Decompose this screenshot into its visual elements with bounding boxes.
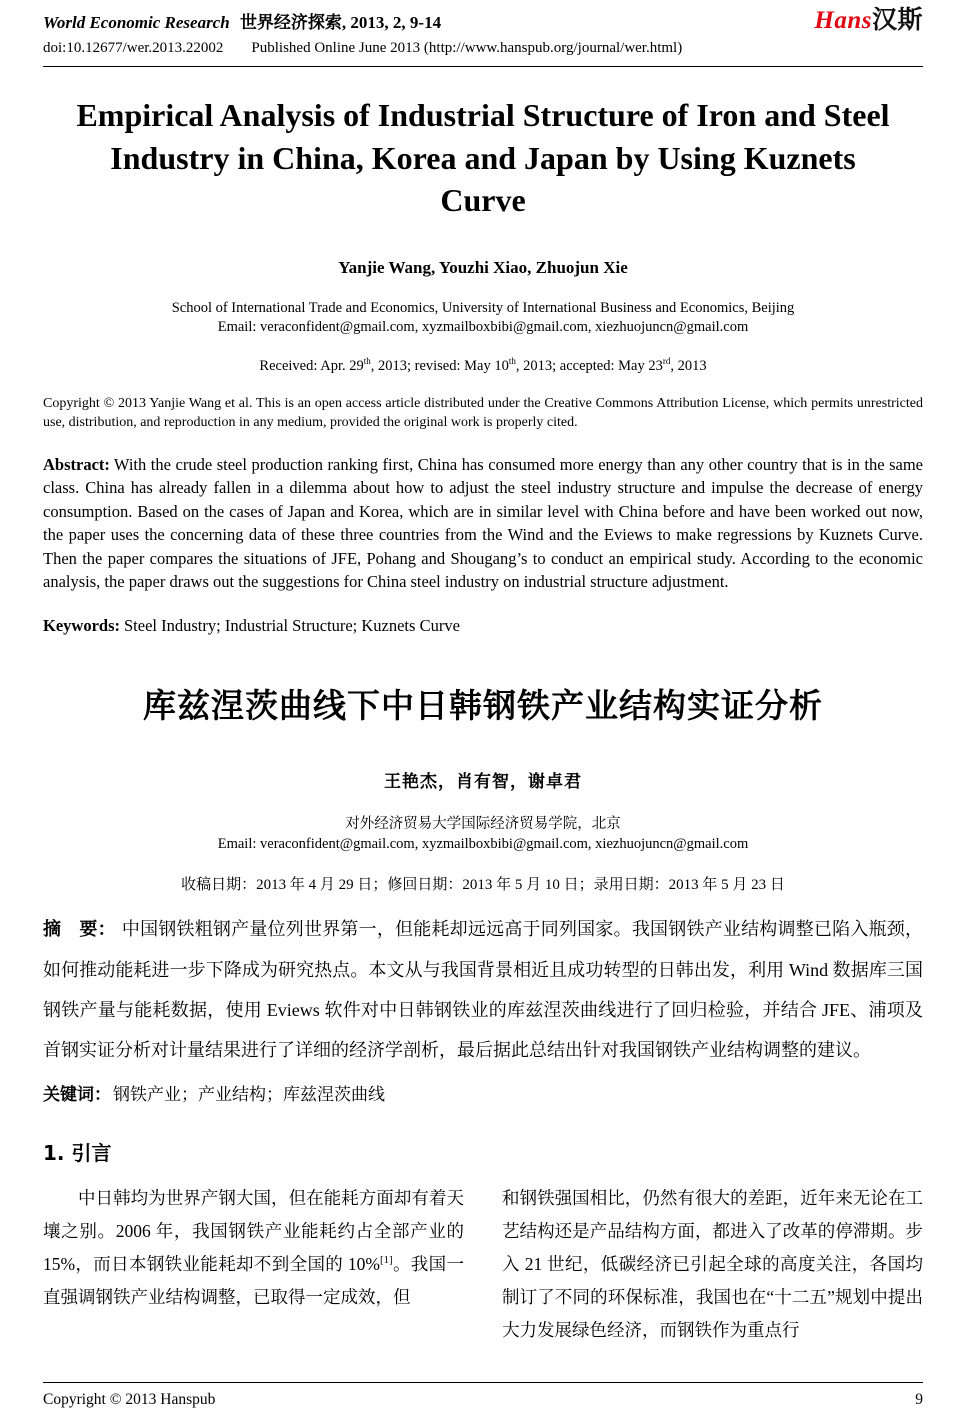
received-text: Received: Apr. 29 [259,357,364,374]
keywords-label-cn: 关键词： [43,1084,111,1105]
hans-logo-cn-text: 汉斯 [871,7,923,34]
hans-publisher-logo [814,8,923,33]
received-sup-2: th [508,355,516,366]
article-title-en: Empirical Analysis of Industrial Structure of Iron and Steel Industry in China, Korea and Japan by Using Kuznets Curve [76,97,890,219]
email-line-cn: Email: veraconfident@gmail.com, xyzmailboxbibi@gmail.com, xiezhuojuncn@gmail.com [217,835,749,852]
affiliation-cn: 对外经济贸易大学国际经济贸易学院，北京 [345,815,621,832]
journal-name-cn: 世界经济探索, 2013, 2, 9-14 [239,13,442,32]
received-text: , 2013 [670,357,707,374]
header-divider [43,66,923,67]
intro-paragraph-right: 和钢铁强国相比，仍然有很大的差距，近年来无论在工艺结构还是产品结构方面，都进入了改革的停滞期。步入 21 世纪，低碳经济已引起全球的高度关注，各国均制订了不同的环保标准，我国也在“十二五”规划中提出大力发展绿色经济，而钢铁作为重点行 [502,1187,923,1340]
authors-en: Yanjie Wang, Youzhi Xiao, Zhuojun Xie [338,257,628,277]
doi-text: doi:10.12677/wer.2013.22002 [43,40,224,56]
intro-text-left-2: 。我国一直强调钢铁产业结构调整，已取得一定成效，但 [43,1253,465,1307]
received-text: , 2013; revised: May 10 [370,357,509,374]
received-sup-3: rd [662,355,671,366]
two-column-body [43,1182,923,1347]
abstract-label: Abstract: [43,454,110,474]
keywords-text: Steel Industry; Industrial Structure; Kuznets Curve [124,615,460,635]
hans-logo-text: Hans [814,7,872,34]
doi-line [43,40,923,57]
page-header [43,8,923,67]
footer-row [43,1383,923,1409]
header-row [43,8,923,33]
intro-paragraph-left [43,1182,464,1314]
keywords-line [43,616,923,636]
footer-copyright: Copyright © 2013 Hanspub [43,1391,216,1408]
body-column-left [43,1182,464,1347]
affiliation-en: School of International Trade and Economics, University of International Business and Economics, Beijing [171,299,795,316]
received-text: , 2013; accepted: May 23 [515,357,663,374]
email-line-en: Email: veraconfident@gmail.com, xyzmailboxbibi@gmail.com, xiezhuojuncn@gmail.com [217,318,749,335]
affiliation-block-cn [43,814,923,854]
intro-text-left-1: 中日韩均为世界产钢大国，但在能耗方面却有着天壤之别。2006 年，我国钢铁产业能耗约占全部产业的 15%，而日本钢铁业能耗却不到全国的 10% [43,1187,464,1274]
abstract-paragraph [43,453,923,594]
affiliation-block-en [43,299,923,337]
journal-title-line [43,8,441,33]
abstract-label-cn: 摘 要： [43,918,116,940]
body-column-right [502,1182,923,1347]
reference-1-marker: [1] [379,1253,393,1266]
abstract-text-cn: 中国钢铁粗钢产量位列世界第一，但能耗却远远高于同列国家。我国钢铁产业结构调整已陷入瓶颈，如何推动能耗进一步下降成为研究热点。本文从与我国背景相近且成功转型的日韩出发，利用 Wind 数据库三国钢铁产量与能耗数据，使用 Eviews 软件对中日韩钢铁业的库兹涅茨曲线进行了回归检验，并结合 JFE、浦项及首钢实证分析对计量结果进行了详细的经济学剖析，最后据此总结出针对我国钢铁产业结构调整的建议。 [43,918,924,1060]
abstract-paragraph-cn [43,909,923,1070]
authors-cn: 王艳杰，肖有智，谢卓君 [384,771,582,791]
page-number: 9 [915,1391,923,1408]
abstract-text: With the crude steel production ranking first, China has consumed more energy than any other country that is in the same class. China has already fallen in a dilemma about how to adjust the steel industry structure and impulse the decrease of energy consumption. Based on the cases of Japan and Korea, which are in similar level with China before and have been worked out now, the paper uses the concerning data of these three countries from the Wind and the Eviews to make regressions by Kuznets Curve. Then the paper compares the situations of JFE, Pohang and Shougang’s to conduct an empirical study. According to the economic analysis, the paper draws out the suggestions for China steel industry on industrial structure adjustment. [43,454,923,592]
keywords-text-cn: 钢铁产业；产业结构；库兹涅茨曲线 [113,1084,385,1104]
dates-line-cn: 收稿日期：2013 年 4 月 29 日；修回日期：2013 年 5 月 10 日；录用日期：2013 年 5 月 23 日 [181,876,785,893]
received-line [43,355,923,375]
published-online-text: Published Online June 2013 (http://www.hanspub.org/journal/wer.html) [251,40,683,56]
page-footer [43,1382,923,1409]
copyright-notice: Copyright © 2013 Yanjie Wang et al. This is an open access article distributed under the Creative Commons Attribution License, which permits unrestricted use, distribution, and reproduction in any medium, provided the original work is properly cited. [43,395,923,430]
section-1-heading: 1. 引言 [43,1140,112,1165]
journal-name-en: World Economic Research [43,13,230,32]
keywords-label: Keywords: [43,615,120,635]
keywords-line-cn [43,1080,923,1105]
received-sup-1: th [363,355,371,366]
article-title-cn: 库兹涅茨曲线下中日韩钢铁产业结构实证分析 [143,685,823,725]
